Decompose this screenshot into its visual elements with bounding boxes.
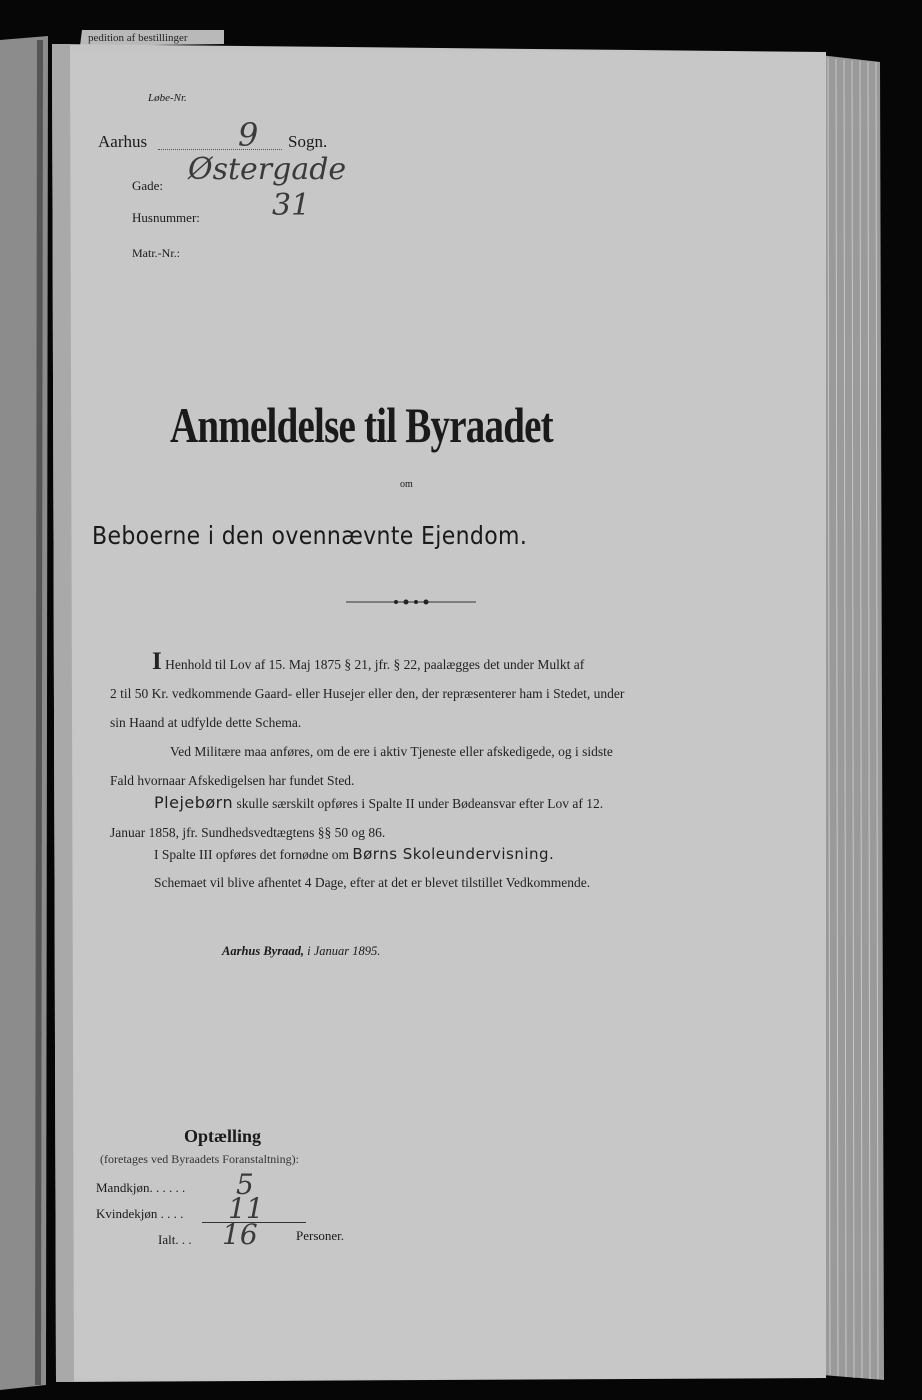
document-title: Anmeldelse til Byraadet <box>170 397 553 453</box>
ornamental-divider <box>346 596 476 608</box>
sogn-label: Sogn. <box>288 132 328 151</box>
document-subtitle: Beboerne i den ovennævnte Ejendom. <box>92 521 528 550</box>
paragraph-1-line-3: sin Haand at udfylde dette Schema. <box>110 715 302 730</box>
paragraph-5 <box>154 868 742 897</box>
parish-value: 9 <box>238 116 259 154</box>
title-connector: om <box>400 479 413 490</box>
paragraph-4-emphasis: Børns Skoleundervisning. <box>352 845 555 863</box>
husnummer-label: Husnummer: <box>132 210 200 225</box>
husnummer-value: 31 <box>272 188 311 223</box>
kvindekjon-value: 11 <box>228 1192 264 1225</box>
parish-fill-line <box>158 149 282 150</box>
paragraph-3-line-1: skulle særskilt opføres i Spalte II under Bødeansvar efter Lov af 12. <box>236 796 604 811</box>
count-title: Optælling <box>184 1126 262 1146</box>
paragraph-5-text: Schemaet vil blive afhentet 4 Dage, efter at det er blevet tilstillet Vedkommende. <box>154 875 591 890</box>
paragraph-4 <box>154 840 742 869</box>
paragraph-4-start: I Spalte III opføres det fornødne om <box>154 847 349 862</box>
paragraph-3 <box>110 788 742 847</box>
kvindekjon-label: Kvindekjøn . . . . <box>96 1206 184 1221</box>
paragraph-2-line-2: Fald hvornaar Afskedigelsen har fundet Sted. <box>110 773 355 788</box>
signature-name: Aarhus Byraad, <box>222 944 304 958</box>
paragraph-1 <box>110 648 740 737</box>
personer-label: Personer. <box>296 1228 345 1243</box>
paragraph-1-line-2: 2 til 50 Kr. vedkommende Gaard- eller Husejer eller den, der repræsenterer ham i Stedet, under <box>110 686 625 701</box>
paragraph-2-line-1: Ved Militære maa anføres, om de ere i aktiv Tjeneste eller afskedigede, og i sidste <box>170 744 613 759</box>
gade-label: Gade: <box>132 178 164 193</box>
ialt-value: 16 <box>222 1218 258 1251</box>
paragraph-1-line-1: Henhold til Lov af 15. Maj 1875 § 21, jfr. § 22, paalægges det under Mulkt af <box>165 657 585 672</box>
mandkjon-label: Mandkjøn. . . . . . <box>96 1180 186 1195</box>
count-note: (foretages ved Byraadets Foranstaltning): <box>100 1152 299 1166</box>
mandkjon-value: 5 <box>236 1168 254 1201</box>
paragraph-3-line-2: Januar 1858, jfr. Sundhedsvedtægtens §§ 50 og 86. <box>110 825 386 840</box>
ialt-label: Ialt. . . <box>158 1232 192 1247</box>
paragraph-2 <box>110 737 758 795</box>
paragraph-1-initial: I <box>152 648 162 675</box>
previous-page-tab-text: pedition af bestillinger <box>88 32 188 44</box>
paragraph-3-emphasis: Plejebørn <box>154 793 234 812</box>
aarhus-label: Aarhus <box>98 132 148 151</box>
signature-authority <box>222 944 380 959</box>
gade-value: Østergade <box>188 152 347 187</box>
matr-nr-label: Matr.-Nr.: <box>132 246 180 260</box>
lobe-nr-label: Løbe-Nr. <box>148 92 187 104</box>
signature-date: i Januar 1895. <box>307 944 381 958</box>
